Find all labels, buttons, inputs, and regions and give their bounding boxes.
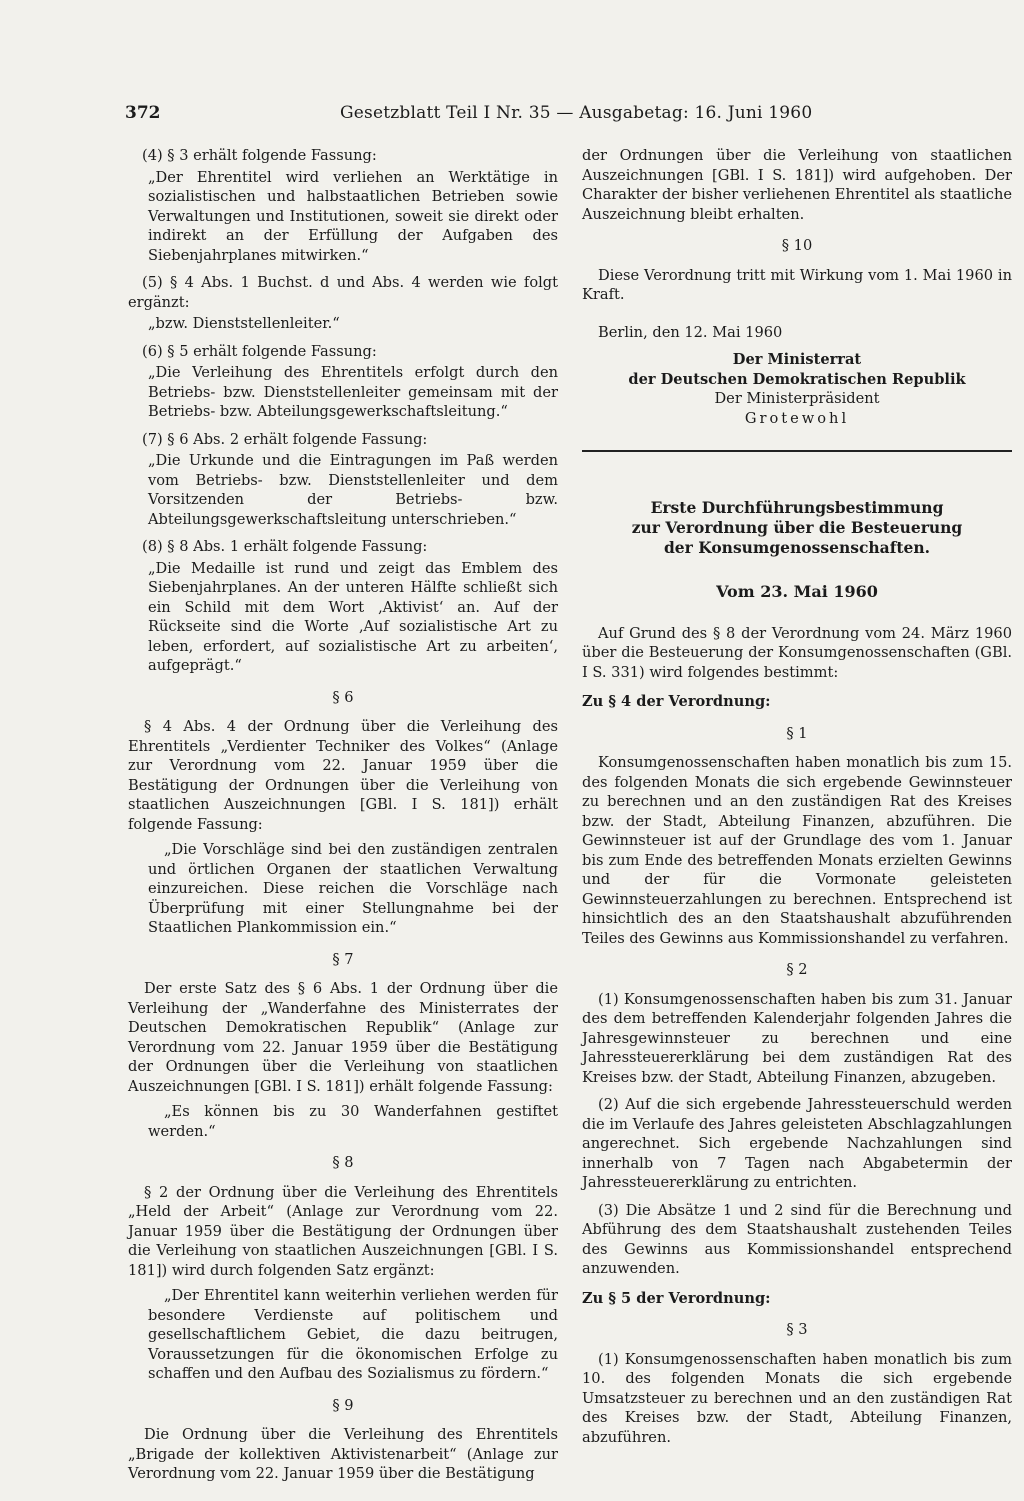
amendment-quote: „Der Ehrentitel wird verliehen an Werktätige in sozialistischen und halbstaatlichen Betrieben sowie Verwaltungen und Institutionen, soweit sie direkt oder indirekt an der Erfüllung der Aufgaben des Siebenjahrplanes mitwirken.“ — [148, 168, 558, 264]
amendment-8 — [128, 537, 558, 676]
zu-5-heading: Zu § 5 der Verordnung: — [582, 1289, 771, 1307]
running-header: Gesetzblatt Teil I Nr. 35 — Ausgabetag: 16. Juni 1960 — [340, 103, 813, 123]
minister-name: Grotewohl — [744, 409, 850, 427]
amendment-5 — [128, 273, 558, 334]
zu-4-heading: Zu § 4 der Verordnung: — [582, 693, 771, 710]
decree-title — [582, 498, 1012, 558]
section-heading-10: § 10 — [781, 237, 813, 254]
amendment-intro: (4) § 3 erhält folgende Fassung: — [142, 147, 377, 164]
decree-section-2-para-2: (2) Auf die sich ergebende Jahressteuerschuld werden die im Verlaufe des Jahres geleisteten Abschlagzahlungen angerechnet. Sich ergebende Nachzahlungen sind innerhalb von 7 Tagen nach Abgabetermin der Jahressteuererklärung zu entrichten. — [582, 1096, 1012, 1191]
decree-section-3-heading: § 3 — [786, 1321, 808, 1338]
section-9-text: Die Ordnung über die Verleihung des Ehrentitels „Brigade der kollektiven Aktivistenarbeit“ (Anlage zur Verordnung vom 22. Januar 1959 über die Bestätigung — [128, 1426, 558, 1482]
section-8-quote: „Der Ehrentitel kann weiterhin verliehen werden für besondere Verdienste auf politischem und gesellschaftlichem Gebiet, die dazu beitrugen, Voraussetzungen für die ökonomischen Erfolge zu schaffen und den Aufbau des Sozialismus zu fördern.“ — [148, 1287, 558, 1382]
decree-title-line: zur Verordnung über die Besteuerung — [631, 518, 963, 537]
section-9-continued: der Ordnungen über die Verleihung von staatlichen Auszeichnungen [GBl. I S. 181]) wird aufgehoben. Der Charakter der bisher verliehenen Ehrentitel als staatliche Auszeichnung bleibt erhalten. — [582, 147, 1012, 223]
place-date: Berlin, den 12. Mai 1960 — [598, 323, 783, 341]
amendment-4 — [128, 146, 558, 265]
decree-section-3-para-1: (1) Konsumgenossenschaften haben monatlich bis zum 10. des folgenden Monats die sich ergebende Umsatzsteuer zu berechnen und an den zuständigen Rat des Kreises bzw. der Stadt, Abteilung Finanzen, abzuführen. — [582, 1350, 1012, 1446]
amendment-quote: „Die Verleihung des Ehrentitels erfolgt durch den Betriebs- bzw. Dienststellenleiter gemeinsam mit der Betriebs- bzw. Abteilungsgewerkschaftsleitung.“ — [148, 364, 558, 420]
section-heading-8: § 8 — [332, 1154, 354, 1171]
left-column — [128, 146, 558, 1490]
section-6-text: § 4 Abs. 4 der Ordnung über die Verleihung des Ehrentitels „Verdienter Techniker des Volkes“ (Anlage zur Verordnung vom 22. Januar 1959 über die Bestätigung der Ordnungen über die Verleihung von staatlichen Auszeichnungen [GBl. I S. 181]) erhält folgende Fassung: — [128, 718, 558, 833]
amendment-intro: (6) § 5 erhält folgende Fassung: — [142, 342, 377, 360]
section-10-text: Diese Verordnung tritt mit Wirkung vom 1. Mai 1960 in Kraft. — [582, 266, 1012, 303]
section-6-quote: „Die Vorschläge sind bei den zuständigen zentralen und örtlichen Organen der staatlichen Verwaltung einzureichen. Diese reichen die Vorschläge nach Überprüfung mit einer Stellungnahme bei der Staatlichen Plankommission ein.“ — [148, 841, 558, 936]
section-8-text: § 2 der Ordnung über die Verleihung des Ehrentitels „Held der Arbeit“ (Anlage zur Verordnung vom 22. Januar 1959 über die Bestätigung der Ordnungen über die Verleihung von staatlichen Auszeichnungen [GBl. I S. 181]) wird durch folgenden Satz ergänzt: — [128, 1183, 558, 1279]
section-divider — [582, 450, 1012, 452]
council-line-1: Der Ministerrat — [732, 351, 862, 368]
amendment-quote: „Die Urkunde und die Eintragungen im Paß werden vom Betriebs- bzw. Dienststellenleiter und dem Vorsitzenden der Betriebs- bzw. Abteilungsgewerkschaftsleitung unterschrieben.“ — [148, 452, 558, 528]
decree-section-2-para-3: (3) Die Absätze 1 und 2 sind für die Berechnung und Abführung des dem Staatshaushalt zustehenden Teiles des Gewinns aus Kommissionshandel entsprechend anzuwenden. — [582, 1201, 1012, 1277]
section-7-text: Der erste Satz des § 6 Abs. 1 der Ordnung über die Verleihung der „Wanderfahne des Ministerrates der Deutschen Demokratischen Republik“ (Anlage zur Verordnung vom 22. Januar 1959 über die Bestätigung der Ordnungen über die Verleihung von staatlichen Auszeichnungen [GBl. I S. 181]) erhält folgende Fassung: — [128, 980, 558, 1095]
decree-title-line: Erste Durchführungsbestimmung — [650, 498, 944, 517]
section-heading-6: § 6 — [332, 688, 354, 706]
amendment-intro: (5) § 4 Abs. 1 Buchst. d und Abs. 4 werden wie folgt ergänzt: — [128, 274, 558, 311]
signature-block — [582, 350, 1012, 428]
page-number: 372 — [125, 103, 161, 123]
decree-title-line: der Konsumgenossenschaften. — [663, 538, 931, 557]
amendment-quote: „bzw. Dienststellenleiter.“ — [148, 315, 340, 332]
preamble: Auf Grund des § 8 der Verordnung vom 24. März 1960 über die Besteuerung der Konsumgenossenschaften (GBl. I S. 331) wird folgendes bestimmt: — [582, 624, 1012, 681]
amendment-6 — [128, 342, 558, 422]
section-heading-7: § 7 — [332, 950, 354, 968]
decree-section-2-para-1: (1) Konsumgenossenschaften haben bis zum 31. Januar des dem betreffenden Kalenderjahr folgenden Jahres die Jahresgewinnsteuer zu berechnen und eine Jahressteuererklärung bei dem zuständigen Rat des Kreises bzw. der Stadt, Abteilung Finanzen, abzugeben. — [582, 990, 1012, 1086]
decree-date: Vom 23. Mai 1960 — [716, 582, 878, 601]
amendment-quote: „Die Medaille ist rund und zeigt das Emblem des Siebenjahrplanes. An der unteren Hälfte schließt sich ein Schild mit dem Wort ‚Aktivist‘ an. Auf der Rückseite sind die Worte ‚Auf sozialistische Art zu leben, erfordert, auf sozialistische Art zu arbeiten‘, aufgeprägt.“ — [148, 559, 558, 674]
amendment-intro: (8) § 8 Abs. 1 erhält folgende Fassung: — [142, 538, 428, 555]
decree-section-2-heading: § 2 — [786, 961, 808, 978]
decree-section-1-heading: § 1 — [786, 724, 808, 742]
amendment-7 — [128, 430, 558, 530]
right-column — [582, 146, 1012, 1455]
amendment-intro: (7) § 6 Abs. 2 erhält folgende Fassung: — [142, 430, 428, 448]
decree-section-1-text: Konsumgenossenschaften haben monatlich bis zum 15. des folgenden Monats die sich ergebende Gewinnsteuer zu berechnen und an den zuständigen Rat des Kreises bzw. der Stadt, Abteilung Finanzen, abzuführen. Die Gewinnsteuer ist auf der Grundlage des vom 1. Januar bis zum Ende des betreffenden Monats erzielten Gewinns und der für die Vormonate geleisteten Gewinnsteuerzahlungen zu berechnen. Entsprechend ist hinsichtlich des an den Staatshaushalt abzuführenden Teiles des Gewinns aus Kommissionshandel zu verfahren. — [582, 754, 1012, 947]
section-heading-9: § 9 — [332, 1396, 354, 1414]
minister-title: Der Ministerpräsident — [714, 390, 880, 407]
council-line-2: der Deutschen Demokratischen Republik — [628, 370, 966, 388]
section-7-quote: „Es können bis zu 30 Wanderfahnen gestiftet werden.“ — [148, 1103, 558, 1140]
